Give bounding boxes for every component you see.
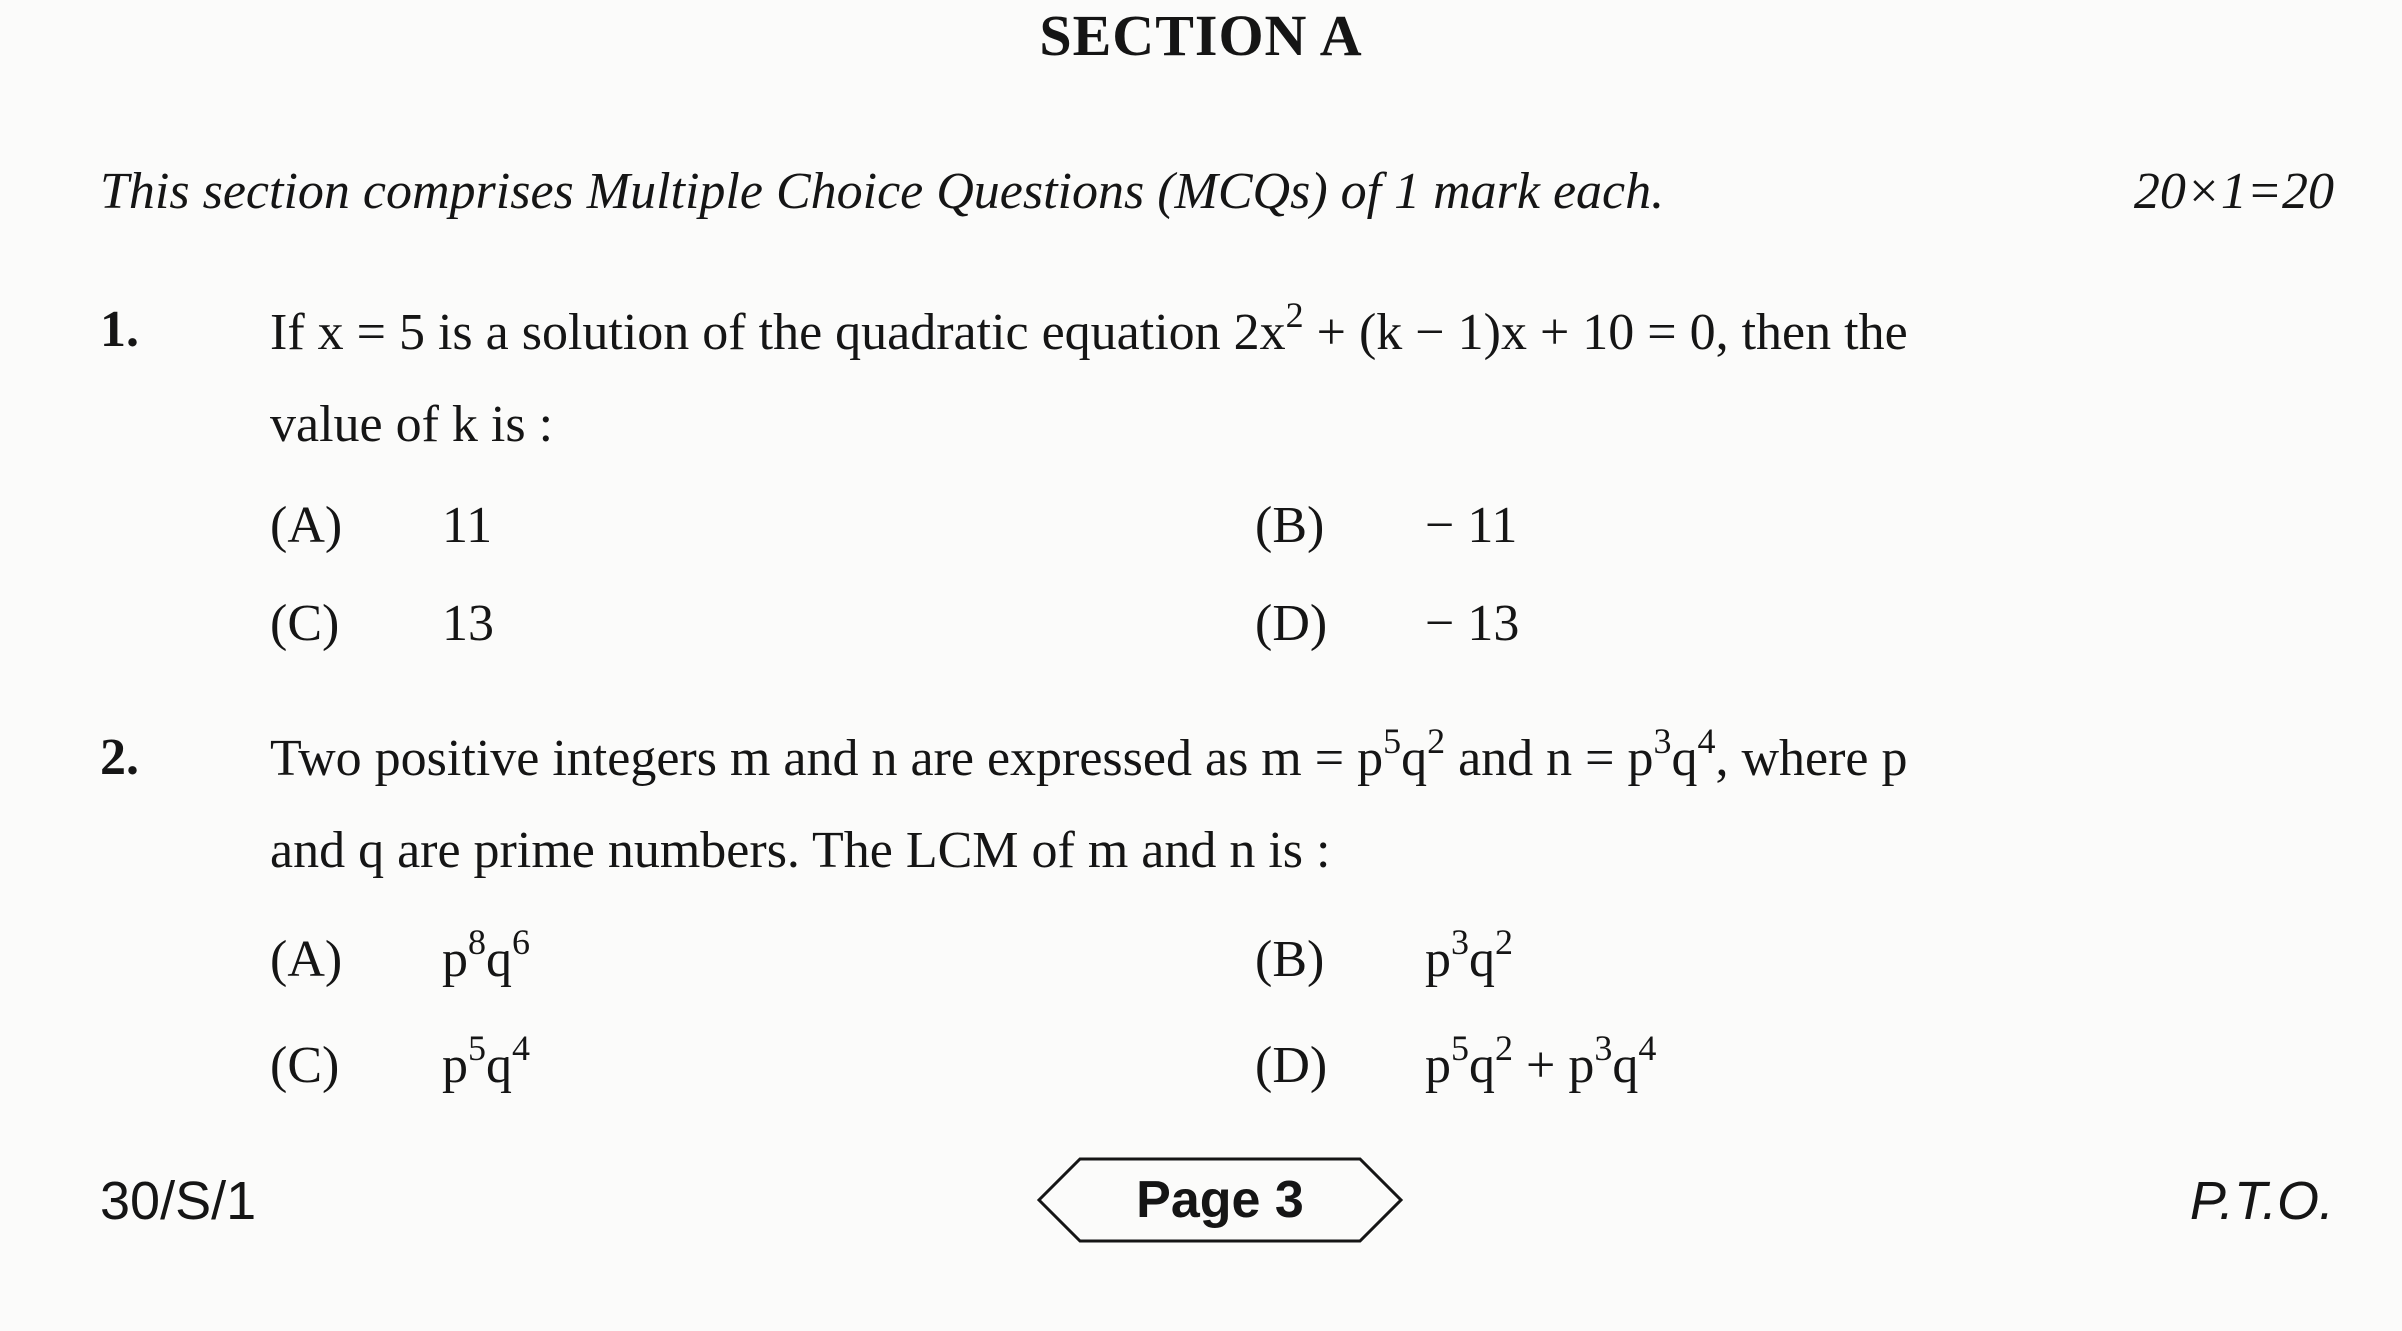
option-label: (C) [270, 595, 340, 652]
option-label: (A) [270, 497, 343, 554]
section-marks: 20×1=20 [2133, 163, 2334, 220]
q2-exponent: 2 [1427, 720, 1446, 761]
option-exponent: 3 [1451, 921, 1469, 962]
question-2-text-line2: and q are prime numbers. The LCM of m and n is : [270, 822, 1331, 879]
option-label: (B) [1255, 931, 1325, 988]
question-1-text-line2: value of k is : [270, 396, 554, 453]
option-label: (D) [1255, 1037, 1328, 1094]
page-number-badge [1035, 1155, 1405, 1245]
section-title: SECTION A [1039, 3, 1363, 68]
option-term: p [1425, 1037, 1451, 1094]
option-value: − 13 [1425, 595, 1520, 652]
question-2-number: 2. [100, 729, 139, 786]
option-label: (D) [1255, 595, 1328, 652]
option-label: (A) [270, 931, 343, 988]
option-term: q [1469, 1037, 1495, 1094]
option-term: q [486, 931, 512, 988]
q2-text-part: q [1671, 730, 1698, 787]
section-instructions: This section comprises Multiple Choice Questions (MCQs) of 1 mark each. [100, 163, 1665, 220]
q1-option-d[interactable] [1255, 594, 1519, 653]
q2-exponent: 5 [1383, 720, 1402, 761]
option-term: q [1612, 1037, 1639, 1094]
q1-exponent: 2 [1285, 294, 1304, 335]
q1-text-part: + (k − 1)x + 10 = 0, then the [1303, 304, 1908, 361]
q2-option-d[interactable] [1255, 1027, 1657, 1095]
option-operator: + [1513, 1037, 1569, 1094]
q2-option-c[interactable] [270, 1027, 530, 1095]
q1-text-part: If x = 5 is a solution of the quadratic equation 2x [270, 304, 1286, 361]
option-exponent: 4 [512, 1027, 530, 1068]
q2-text-part: , where p [1715, 730, 1908, 787]
q2-text-part: Two positive integers m and n are expressed as m = p [270, 730, 1384, 787]
option-exponent: 6 [512, 921, 530, 962]
option-exponent: 2 [1495, 1027, 1513, 1068]
option-exponent: 5 [468, 1027, 486, 1068]
option-label: (B) [1255, 497, 1325, 554]
option-value: 13 [442, 595, 494, 652]
q1-option-c[interactable] [270, 594, 494, 653]
option-exponent: 3 [1594, 1027, 1613, 1068]
option-label: (C) [270, 1037, 340, 1094]
q2-exponent: 4 [1697, 720, 1716, 761]
q2-text-part: q [1401, 730, 1428, 787]
question-2-text [270, 713, 1908, 805]
option-exponent: 5 [1451, 1027, 1469, 1068]
please-turn-over: P.T.O. [2189, 1171, 2334, 1231]
q2-text-part: and n = p [1445, 730, 1654, 787]
question-1-text [270, 287, 1908, 379]
option-term: p [442, 931, 468, 988]
question-1-number: 1. [100, 301, 139, 358]
option-term: p [1568, 1037, 1595, 1094]
option-exponent: 4 [1638, 1027, 1657, 1068]
option-term: p [1425, 931, 1451, 988]
paper-code: 30/S/1 [100, 1171, 257, 1231]
option-value: 11 [442, 497, 493, 554]
option-exponent: 2 [1495, 921, 1513, 962]
q1-option-b[interactable] [1255, 496, 1517, 555]
q2-exponent: 3 [1653, 720, 1672, 761]
option-term: q [486, 1037, 512, 1094]
q2-option-b[interactable] [1255, 921, 1513, 989]
q1-option-a[interactable] [270, 496, 492, 555]
option-exponent: 8 [468, 921, 486, 962]
page-number: Page 3 [1136, 1171, 1304, 1229]
q2-option-a[interactable] [270, 921, 530, 989]
option-term: p [442, 1037, 468, 1094]
option-term: q [1469, 931, 1495, 988]
option-value: − 11 [1425, 497, 1518, 554]
